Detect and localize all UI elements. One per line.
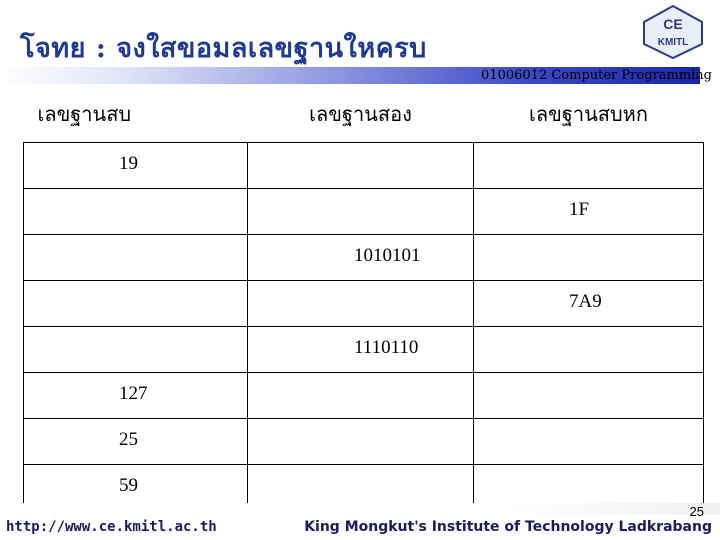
- header-binary: เลขฐานสอง: [248, 86, 474, 143]
- binary-cell[interactable]: [248, 373, 474, 419]
- svg-text:CE: CE: [663, 16, 683, 32]
- binary-cell[interactable]: [248, 143, 474, 189]
- table-row: [24, 235, 704, 281]
- header-row: [24, 86, 704, 143]
- hex-cell[interactable]: [474, 419, 704, 465]
- cell-value: 1F: [569, 199, 590, 220]
- ce-kmitl-logo: [640, 4, 706, 60]
- hex-cell[interactable]: [474, 281, 704, 327]
- footer-institute: King Mongkut's Institute of Technology Ladkrabang: [304, 519, 712, 535]
- hex-cell[interactable]: [474, 189, 704, 235]
- conversion-table: [23, 86, 704, 512]
- course-label: 01006012 Computer Programming: [481, 68, 712, 83]
- page-number: 25: [689, 504, 704, 519]
- decimal-cell[interactable]: [24, 373, 248, 419]
- cell-value: 1010101: [354, 245, 421, 266]
- table-row: [24, 281, 704, 327]
- decimal-cell[interactable]: [24, 189, 248, 235]
- binary-cell[interactable]: [248, 281, 474, 327]
- decimal-cell[interactable]: [24, 327, 248, 373]
- decimal-cell[interactable]: [24, 235, 248, 281]
- hex-cell[interactable]: [474, 327, 704, 373]
- hex-cell[interactable]: [474, 235, 704, 281]
- cell-value: 59: [119, 475, 138, 496]
- footer-url: http://www.ce.kmitl.ac.th: [6, 519, 217, 535]
- cell-value: 19: [119, 153, 138, 174]
- cell-value: 7A9: [569, 291, 602, 312]
- header-hex: เลขฐานสบหก: [474, 86, 704, 143]
- binary-cell[interactable]: [248, 235, 474, 281]
- cell-value: 1110110: [354, 337, 419, 358]
- table-row: [24, 189, 704, 235]
- footer-strip: [0, 503, 720, 515]
- decimal-cell[interactable]: [24, 143, 248, 189]
- hex-cell[interactable]: [474, 373, 704, 419]
- binary-cell[interactable]: [248, 419, 474, 465]
- header-decimal: เลขฐานสบ: [24, 86, 248, 143]
- svg-text:KMITL: KMITL: [657, 37, 689, 48]
- decimal-cell[interactable]: [24, 419, 248, 465]
- table-row: [24, 419, 704, 465]
- table-row: [24, 373, 704, 419]
- slide-title: โจทย : จงใสขอมลเลขฐานใหครบ: [20, 33, 427, 64]
- cell-value: 25: [119, 429, 138, 450]
- binary-cell[interactable]: [248, 189, 474, 235]
- table-row: [24, 327, 704, 373]
- cell-value: 127: [119, 383, 148, 404]
- table-row: [24, 143, 704, 189]
- decimal-cell[interactable]: [24, 281, 248, 327]
- hex-cell[interactable]: [474, 143, 704, 189]
- binary-cell[interactable]: [248, 327, 474, 373]
